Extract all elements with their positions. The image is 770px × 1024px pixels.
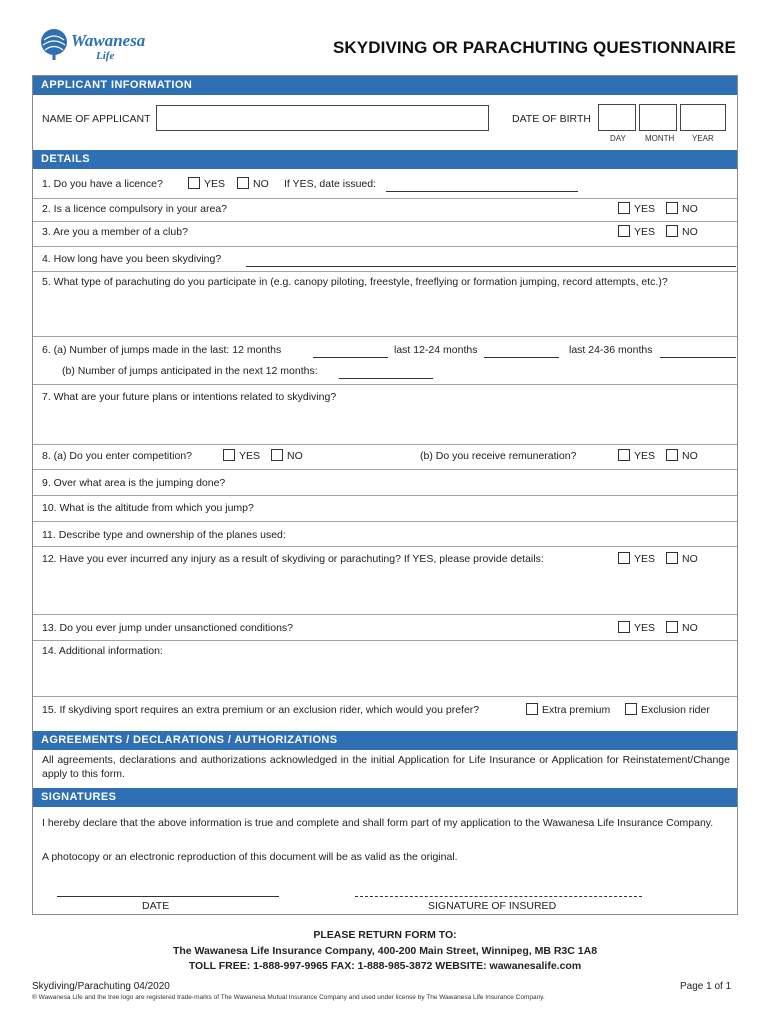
agreements-text: All agreements, declarations and authorizations acknowledged in the initial Application for Life Insurance or Application for Reinstatement/Change apply to this form. [42,754,730,780]
dob-label: DATE OF BIRTH [512,113,591,125]
q3-yes-label: YES [634,226,656,238]
q1-yes-checkbox[interactable] [188,177,200,189]
q3-yes-checkbox[interactable] [618,225,630,237]
q6b-text: (b) Number of jumps anticipated in the next 12 months: [62,365,318,377]
q2-no-checkbox[interactable] [666,202,678,214]
trademark-notice: ® Wawanesa Life and the tree logo are registered trade-marks of The Wawanesa Mutual Insurance Company and used under license by The Wawanesa Life Insurance Company. [32,994,545,1001]
q8a-text: 8. (a) Do you enter competition? [42,450,192,462]
q12-no-label: NO [682,553,698,565]
q6a-12-months-field[interactable] [313,357,388,358]
q6a-24-36-months-field[interactable] [660,357,736,358]
q1-no-checkbox[interactable] [237,177,249,189]
q12-no-checkbox[interactable] [666,552,678,564]
row-divider [33,221,737,222]
dob-month-label: MONTH [645,134,675,143]
q3-no-label: NO [682,226,698,238]
q8a-no-label: NO [287,450,303,462]
dob-day-label: DAY [610,134,626,143]
q2-yes-label: YES [634,203,656,215]
q11-text: 11. Describe type and ownership of the planes used: [42,529,286,541]
declaration-text: I hereby declare that the above information is true and complete and shall form part of my application to the Wawanesa Life Insurance Company. [42,817,714,829]
q9-text: 9. Over what area is the jumping done? [42,477,226,489]
row-divider [33,336,737,337]
logo-wordmark: Wawanesa [71,31,146,50]
exclusion-rider-checkbox[interactable] [625,703,637,715]
q13-no-label: NO [682,622,698,634]
row-divider [33,614,737,615]
row-divider [33,271,737,272]
q1-no-label: NO [253,178,269,190]
row-divider [33,696,737,697]
row-divider [33,640,737,641]
extra-premium-label: Extra premium [542,704,611,716]
row-divider [33,444,737,445]
return-heading: PLEASE RETURN FORM TO: [313,929,457,941]
q3-no-checkbox[interactable] [666,225,678,237]
form-id: Skydiving/Parachuting 04/2020 [32,981,170,992]
q1-text: 1. Do you have a licence? [42,178,163,190]
row-divider [33,384,737,385]
wawanesa-tree-logo [38,26,168,62]
name-input[interactable] [156,105,489,131]
q8a-yes-label: YES [239,450,261,462]
section-signatures-header: SIGNATURES [33,788,737,807]
section-agreements-header: AGREEMENTS / DECLARATIONS / AUTHORIZATIONS [33,731,737,750]
q8b-yes-checkbox[interactable] [618,449,630,461]
dob-year-label: YEAR [692,134,714,143]
exclusion-rider-label: Exclusion rider [641,704,710,716]
q12-text: 12. Have you ever incurred any injury as a result of skydiving or parachuting? If YES, please provide details: [42,553,544,565]
row-divider [33,469,737,470]
dob-day-input[interactable] [598,104,636,131]
q10-text: 10. What is the altitude from which you jump? [42,502,254,514]
q13-yes-checkbox[interactable] [618,621,630,633]
q6a-12-24-months-field[interactable] [484,357,559,358]
row-divider [33,546,737,547]
q6b-anticipated-field[interactable] [339,378,433,379]
q8a-no-checkbox[interactable] [271,449,283,461]
name-label: NAME OF APPLICANT [42,113,151,125]
contact-info: TOLL FREE: 1-888-997-9965 FAX: 1-888-985-3872 WEBSITE: wawanesalife.com [188,960,582,972]
q8a-yes-checkbox[interactable] [223,449,235,461]
dob-month-input[interactable] [639,104,677,131]
q2-yes-checkbox[interactable] [618,202,630,214]
section-applicant-header: APPLICANT INFORMATION [33,76,737,95]
q5-text: 5. What type of parachuting do you participate in (e.g. canopy piloting, freestyle, freeflying or formation jumping, record attempts, etc.)? [42,276,668,288]
q8b-no-label: NO [682,450,698,462]
q13-yes-label: YES [634,622,656,634]
extra-premium-checkbox[interactable] [526,703,538,715]
dob-year-input[interactable] [680,104,726,131]
q2-text: 2. Is a licence compulsory in your area? [42,203,228,215]
photocopy-text: A photocopy or an electronic reproduction of this document will be as valid as the original. [42,851,458,863]
q2-no-label: NO [682,203,698,215]
date-signature-line[interactable] [57,896,279,897]
insured-signature-line[interactable] [355,896,642,897]
row-divider [33,246,737,247]
q8b-yes-label: YES [634,450,656,462]
row-divider [33,495,737,496]
q8b-text: (b) Do you receive remuneration? [420,450,577,462]
section-details-header: DETAILS [33,150,737,169]
q12-yes-checkbox[interactable] [618,552,630,564]
q4-text: 4. How long have you been skydiving? [42,253,222,265]
q6a-end-text: last 24-36 months [569,344,653,356]
q7-text: 7. What are your future plans or intentions related to skydiving? [42,391,337,403]
q13-no-checkbox[interactable] [666,621,678,633]
logo-sub-wordmark: Life [96,50,115,62]
page-title: SKYDIVING OR PARACHUTING QUESTIONNAIRE [332,38,736,57]
row-divider [33,521,737,522]
q15-text: 15. If skydiving sport requires an extra premium or an exclusion rider, which would you prefer? [42,704,480,716]
q6a-mid-text: last 12-24 months [394,344,478,356]
row-divider [33,198,737,199]
q3-text: 3. Are you a member of a club? [42,226,188,238]
q1-date-field[interactable] [386,191,578,192]
return-address: The Wawanesa Life Insurance Company, 400-200 Main Street, Winnipeg, MB R3C 1A8 [172,945,598,957]
q8b-no-checkbox[interactable] [666,449,678,461]
q4-answer-field[interactable] [246,266,736,267]
signature-label: SIGNATURE OF INSURED [428,900,557,912]
q13-text: 13. Do you ever jump under unsanctioned conditions? [42,622,293,634]
q1-date-label: If YES, date issued: [284,178,377,190]
q6a-text: 6. (a) Number of jumps made in the last: 12 months [42,344,282,356]
q1-yes-label: YES [204,178,226,190]
date-label: DATE [142,900,170,912]
q14-text: 14. Additional information: [42,645,163,657]
q12-yes-label: YES [634,553,656,565]
page-number: Page 1 of 1 [680,981,732,992]
